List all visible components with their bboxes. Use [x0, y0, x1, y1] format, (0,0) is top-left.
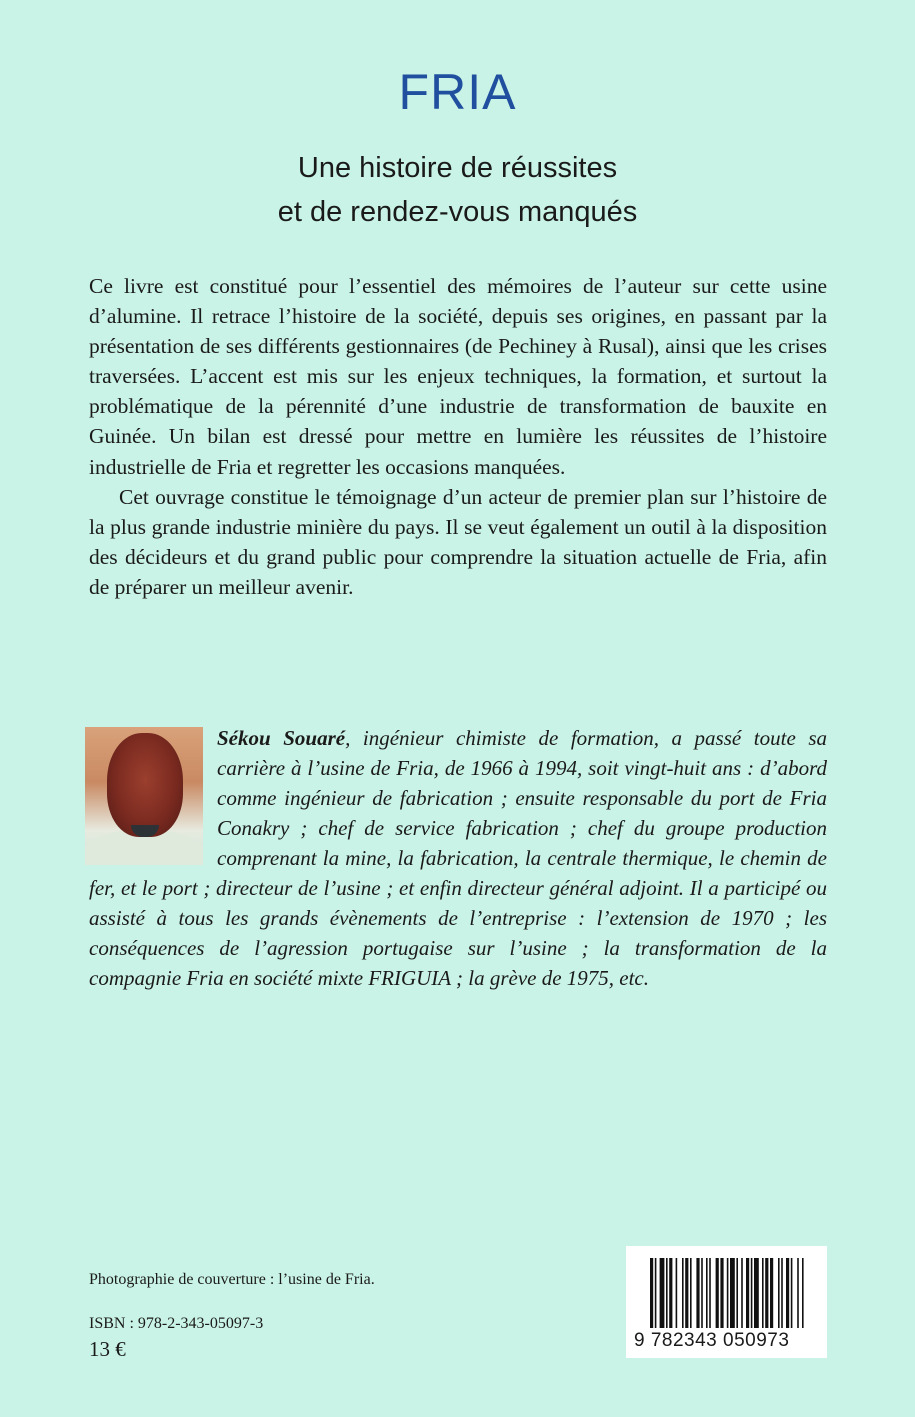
- barcode-bar: [762, 1258, 764, 1328]
- barcode-bar: [696, 1258, 699, 1328]
- barcode-bar: [676, 1258, 678, 1328]
- barcode-bar: [666, 1258, 668, 1328]
- author-photo: [85, 727, 203, 865]
- cover-photo-credit: Photographie de couverture : l’usine de Fria.: [89, 1271, 375, 1288]
- barcode-bar: [716, 1258, 719, 1328]
- barcode-bar: [650, 1258, 653, 1328]
- barcode-bar: [655, 1258, 657, 1328]
- barcode-bar: [754, 1258, 759, 1328]
- barcode-bar: [669, 1258, 672, 1328]
- book-subtitle: [0, 146, 915, 234]
- barcode-bar: [685, 1258, 688, 1328]
- subtitle-line-2: et de rendez-vous manqués: [277, 196, 638, 228]
- barcode-bar: [786, 1258, 789, 1328]
- barcode-bar: [741, 1258, 743, 1328]
- author-name: Sékou Souaré: [217, 726, 346, 750]
- barcode-bar: [791, 1258, 793, 1328]
- isbn: ISBN : 978-2-343-05097-3: [89, 1315, 264, 1332]
- barcode-bar: [727, 1258, 729, 1328]
- barcode-bar: [701, 1258, 703, 1328]
- barcode-bar: [778, 1258, 780, 1328]
- author-bio-text: , ingénieur chimiste de formation, a passé toute sa carrière à l’usine de Fria, de 1966 à 1994, soit vingt-huit ans : d’abord comme ingénieur de fabrication ; ensuite responsable du port de Fria Conakry ; chef de service fabrication ; chef du groupe production comprenant la mine, la fabrication, la centrale thermique, le chemin de fer, et le port ; directeur de l’usine ; et enfin directeur général adjoint. Il a participé ou assisté à tous les grands évènements de l’entreprise : l’extension de 1970 ; les conséquences de l’agression portugaise sur l’usine ; la transformation de la compagnie Fria en société mixte FRIGUIA ; la grève de 1975, etc.: [89, 726, 827, 990]
- barcode-bar: [781, 1258, 783, 1328]
- book-title: FRIA: [398, 64, 517, 120]
- barcode-bar: [765, 1258, 768, 1328]
- barcode-bar: [720, 1258, 723, 1328]
- barcode-bar: [730, 1258, 735, 1328]
- synopsis-paragraph-1: Ce livre est constitué pour l’essentiel des mémoires de l’auteur sur cette usine d’alumine. Il retrace l’histoire de la société, depuis ses origines, en passant par la présentation de ses différents gestionnaires (de Pechiney à Rusal), ainsi que les crises traversées. L’accent est mis sur les enjeux techniques, la formation, et surtout la problématique de la pérennité d’une industrie de transformation de bauxite en Guinée. Un bilan est dressé pour mettre en lumière les réussites de l’histoire industrielle de Fria et regretter les occasions manquées.: [89, 274, 827, 479]
- barcode: [626, 1246, 827, 1358]
- author-biography: [89, 723, 827, 993]
- barcode-bar: [802, 1258, 804, 1328]
- barcode-bar: [709, 1258, 711, 1328]
- synopsis-paragraph-2: Cet ouvrage constitue le témoignage d’un acteur de premier plan sur l’histoire de la plus grande industrie minière du pays. Il se veut également un outil à la disposition des décideurs et du grand public pour comprendre la situation actuelle de Fria, afin de préparer un meilleur avenir.: [89, 484, 827, 599]
- synopsis: [89, 271, 827, 602]
- barcode-bar: [690, 1258, 692, 1328]
- barcode-bar: [660, 1258, 665, 1328]
- subtitle-line-1: Une histoire de réussites: [297, 152, 618, 184]
- barcode-bar: [746, 1258, 749, 1328]
- barcode-bar: [751, 1258, 753, 1328]
- barcode-bar: [797, 1258, 799, 1328]
- price: 13 €: [89, 1337, 126, 1361]
- barcode-bar: [706, 1258, 708, 1328]
- barcode-bar: [770, 1258, 773, 1328]
- barcode-digits: 9 782343 050973: [634, 1330, 790, 1351]
- barcode-bar: [682, 1258, 684, 1328]
- barcode-bar: [736, 1258, 738, 1328]
